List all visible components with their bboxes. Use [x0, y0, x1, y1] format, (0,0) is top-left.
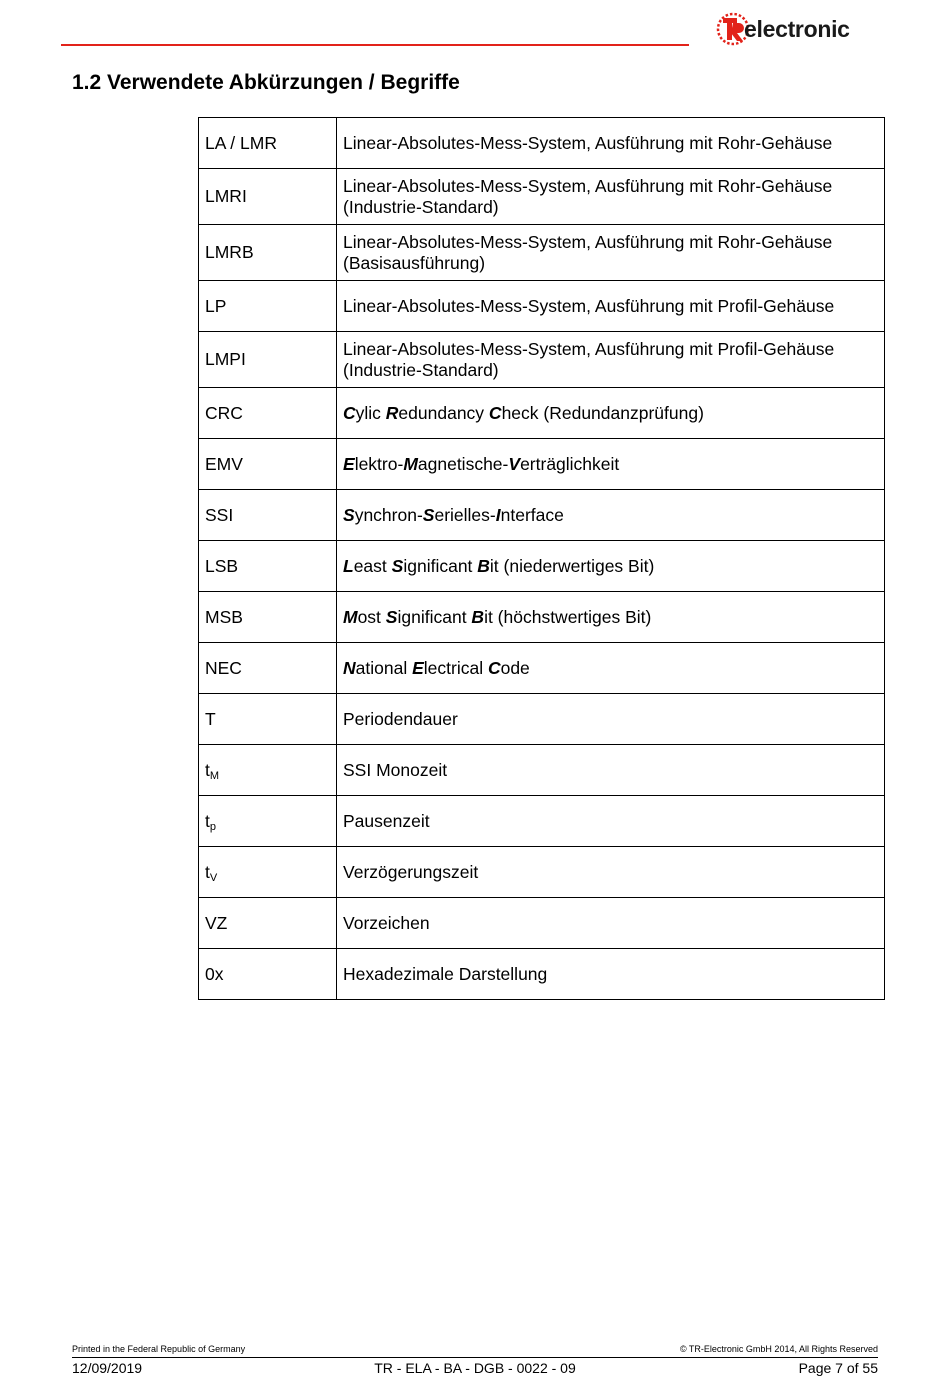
abbreviation-cell [199, 796, 337, 847]
abbreviation-cell [199, 490, 337, 541]
definition-initial-letter: E [343, 453, 355, 474]
abbreviations-table [198, 117, 885, 1000]
definition-initial-letter: S [385, 606, 398, 627]
abbreviation-cell [199, 439, 337, 490]
definition-initial-letter: V [508, 453, 521, 474]
abbreviation-cell [199, 643, 337, 694]
table-row [199, 169, 885, 225]
definition-text: ignificant [403, 555, 478, 576]
table-row [199, 541, 885, 592]
definition-initial-letter: C [343, 402, 356, 423]
abbreviation-cell [199, 388, 337, 439]
table-row [199, 847, 885, 898]
table-row [199, 694, 885, 745]
table-row [199, 592, 885, 643]
definition-initial-letter: E [412, 657, 424, 678]
definition-text: ode [500, 657, 530, 678]
abbreviation-cell [199, 694, 337, 745]
abbreviation-subscript: M [209, 769, 220, 782]
definition-initial-letter: R [385, 402, 399, 423]
definition-text: lectrical [423, 657, 488, 678]
definition-cell [337, 225, 885, 281]
definition-cell [337, 118, 885, 169]
abbreviation-subscript: p [209, 820, 216, 833]
definition-cell [337, 281, 885, 332]
definition-text: Periodendauer [343, 708, 458, 729]
table-row [199, 225, 885, 281]
definition-text: Verzögerungszeit [343, 861, 479, 882]
footer-document-id: TR - ELA - BA - DGB - 0022 - 09 [374, 1360, 576, 1376]
abbreviation-cell [199, 898, 337, 949]
definition-cell [337, 332, 885, 388]
abbreviation-term: 0x [205, 963, 224, 984]
definition-text: Linear-Absolutes-Mess-System, Ausführung mit Profil-Gehäuse (Industrie-Standard) [343, 338, 835, 380]
definition-text: erträglichkeit [520, 453, 620, 474]
definition-text: ynchron- [354, 504, 423, 525]
definition-text: erielles- [434, 504, 496, 525]
abbreviation-term: SSI [205, 504, 234, 525]
table-row [199, 745, 885, 796]
abbreviation-subscript: V [209, 871, 218, 884]
definition-text: heck (Redundanzprüfung) [501, 402, 704, 423]
definition-initial-letter: I [495, 504, 501, 525]
definition-cell [337, 439, 885, 490]
definition-text: ost [357, 606, 386, 627]
definition-cell [337, 949, 885, 1000]
definition-cell [337, 541, 885, 592]
abbreviation-term: NEC [205, 657, 242, 678]
definition-text: nterface [500, 504, 564, 525]
abbreviations-table-body [199, 118, 885, 1000]
abbreviation-term: MSB [205, 606, 243, 627]
definition-text: it (niederwertiges Bit) [489, 555, 655, 576]
definition-text: Linear-Absolutes-Mess-System, Ausführung mit Rohr-Gehäuse (Industrie-Standard) [343, 175, 833, 217]
definition-text: Linear-Absolutes-Mess-System, Ausführung mit Rohr-Gehäuse (Basisausführung) [343, 231, 833, 273]
definition-initial-letter: N [343, 657, 356, 678]
abbreviation-cell [199, 847, 337, 898]
definition-text: agnetische- [417, 453, 509, 474]
abbreviation-term: T [205, 708, 216, 729]
table-row [199, 388, 885, 439]
abbreviation-cell [199, 949, 337, 1000]
definition-cell [337, 796, 885, 847]
table-row [199, 332, 885, 388]
footer-printed-note: Printed in the Federal Republic of Germany [72, 1344, 246, 1354]
abbreviation-term: LP [205, 295, 227, 316]
abbreviation-term: t [205, 759, 210, 780]
table-row [199, 796, 885, 847]
definition-text: edundancy [398, 402, 489, 423]
definition-cell [337, 592, 885, 643]
logo-wordmark: electronic [744, 16, 850, 42]
abbreviation-term: LMRI [205, 186, 247, 206]
definition-initial-letter: B [471, 606, 485, 627]
header-rule [61, 44, 689, 46]
table-row [199, 281, 885, 332]
table-row [199, 643, 885, 694]
definition-cell [337, 490, 885, 541]
footer-page-number: Page 7 of 55 [798, 1360, 878, 1376]
table-row [199, 898, 885, 949]
footer-rule [72, 1357, 878, 1358]
definition-text: ylic [355, 402, 386, 423]
abbreviation-term: t [205, 810, 210, 831]
abbreviation-cell [199, 225, 337, 281]
definition-cell [337, 169, 885, 225]
abbreviation-term: LSB [205, 555, 239, 576]
section-title: 1.2 Verwendete Abkürzungen / Begriffe [72, 71, 460, 94]
definition-cell [337, 388, 885, 439]
definition-text: SSI Monozeit [343, 759, 448, 780]
definition-initial-letter: S [422, 504, 435, 525]
definition-text: Linear-Absolutes-Mess-System, Ausführung mit Rohr-Gehäuse [343, 132, 833, 153]
definition-initial-letter: B [477, 555, 490, 576]
definition-initial-letter: M [403, 453, 418, 474]
table-row [199, 439, 885, 490]
definition-initial-letter: S [343, 504, 355, 525]
definition-cell [337, 643, 885, 694]
abbreviation-term: LMRB [205, 242, 254, 262]
definition-cell [337, 847, 885, 898]
abbreviation-term: LMPI [205, 349, 246, 369]
definition-text: east [353, 555, 392, 576]
abbreviation-term: EMV [205, 453, 243, 474]
definition-text: Hexadezimale Darstellung [343, 963, 548, 984]
footer-copyright: © TR-Electronic GmbH 2014, All Rights Reserved [679, 1344, 878, 1354]
definition-text: Vorzeichen [343, 912, 430, 933]
definition-text: Pausenzeit [343, 810, 430, 831]
definition-text: ational [355, 657, 413, 678]
abbreviation-term: t [205, 861, 210, 882]
abbreviation-cell [199, 592, 337, 643]
definition-text: lektro- [354, 453, 404, 474]
abbreviation-cell [199, 332, 337, 388]
table-row [199, 490, 885, 541]
definition-initial-letter: S [391, 555, 404, 576]
table-row [199, 118, 885, 169]
definition-cell [337, 694, 885, 745]
definition-initial-letter: C [487, 657, 501, 678]
abbreviation-cell [199, 541, 337, 592]
abbreviation-cell [199, 169, 337, 225]
definition-initial-letter: C [488, 402, 502, 423]
abbreviation-cell [199, 281, 337, 332]
abbreviation-cell [199, 118, 337, 169]
definition-initial-letter: M [343, 606, 358, 627]
abbreviation-cell [199, 745, 337, 796]
abbreviation-term: LA / LMR [205, 132, 277, 153]
footer-date: 12/09/2019 [72, 1360, 143, 1376]
definition-initial-letter: L [343, 555, 354, 576]
abbreviation-term: CRC [205, 402, 243, 423]
definition-text: ignificant [397, 606, 472, 627]
definition-text: Linear-Absolutes-Mess-System, Ausführung mit Profil-Gehäuse [343, 295, 835, 316]
company-logo [716, 12, 876, 46]
table-row [199, 949, 885, 1000]
definition-cell [337, 898, 885, 949]
definition-cell [337, 745, 885, 796]
abbreviation-term: VZ [205, 912, 228, 933]
definition-text: it (höchstwertiges Bit) [484, 606, 652, 627]
